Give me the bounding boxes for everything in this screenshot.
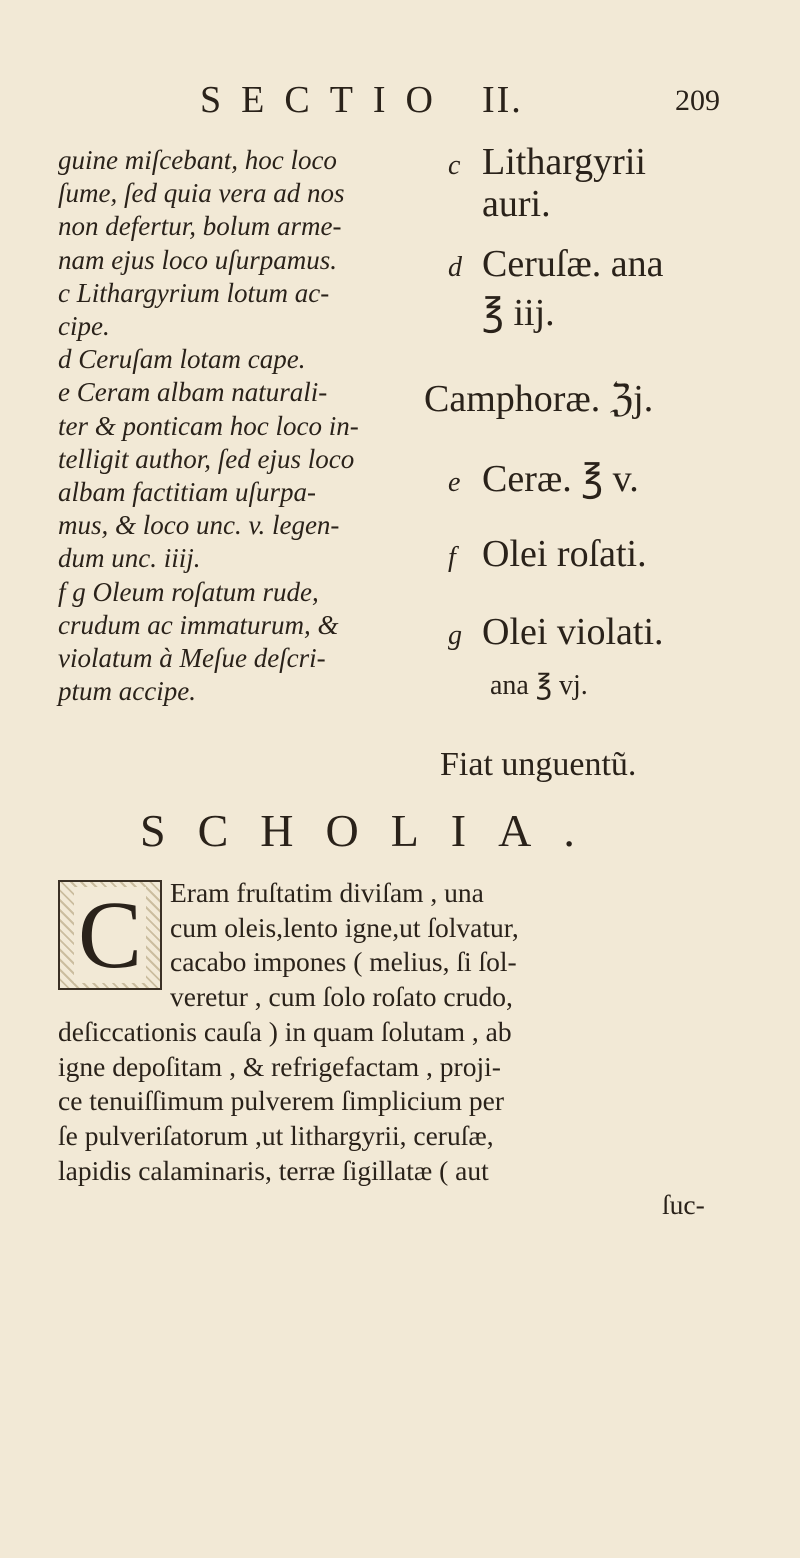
recipe-line [440,746,636,784]
scholia-line: ſe pulveriſatorum ,ut lithargyrii, ceruſæ, [58,1119,494,1151]
commentary-line: f g Oleum roſatum rude, [58,576,319,607]
recipe-line [448,182,551,226]
scholia-line: igne depoſitam , & refrigefactam , proji- [58,1050,501,1082]
scholia-line: deſiccationis cauſa ) in quam ſolutam , ab [58,1015,512,1047]
recipe-line [448,456,639,501]
recipe-mark: c [448,150,461,181]
recipe-text: Camphoræ. ℨj. [424,378,654,420]
recipe-mark: d [448,252,462,283]
recipe-line [448,140,646,184]
scholia-heading: SCHOLIA. [140,805,607,856]
recipe-line [448,610,664,654]
commentary-line: ſume, ſed quia vera ad nos [58,178,345,209]
commentary-line: crudum ac immaturum, & [58,609,339,640]
scholia-line: ſuc- [662,1189,705,1221]
page-number: 209 [675,84,720,117]
recipe-text: ana ℥ vj. [490,670,588,701]
scholia-line: cum oleis,lento igne,ut ſolvatur, [170,911,519,943]
commentary-line: guine miſcebant, hoc loco [58,145,337,175]
recipe-text: Ceruſæ. ana [482,243,664,285]
commentary-line: dum unc. iiij. [58,543,201,574]
recipe-text: Olei roſati. [482,533,647,575]
scholia-line: cacabo impones ( melius, ſi ſol- [170,946,517,978]
section-word: SECTIO [200,79,453,121]
commentary-line: ter & ponticam hoc loco in- [58,410,359,441]
commentary-column [58,144,430,708]
recipe-text: auri. [482,183,551,225]
recipe-mark: f [448,542,456,573]
decorated-initial [58,880,162,990]
commentary-line: non defertur, bolum arme- [58,211,342,242]
section-number: II. [482,79,523,121]
scholia-line: Eram fruſtatim diviſam , una [170,877,484,908]
recipe-line [490,668,588,702]
commentary-line: nam ejus loco uſurpamus. [58,244,337,275]
commentary-line: cipe. [58,311,110,342]
recipe-mark: e [448,467,461,498]
recipe-line [448,242,664,286]
recipe-text: ℥ iij. [482,292,555,334]
recipe-text: Lithargyrii [482,141,646,183]
commentary-line: albam factitiam uſurpa- [58,477,316,508]
commentary-line: violatum à Meſue deſcri- [58,643,326,674]
commentary-line: telligit author, ſed ejus loco [58,443,355,474]
commentary-line: ptum accipe. [58,676,196,707]
recipe-text: Ceræ. ℥ v. [482,458,639,500]
recipe-text: Fiat unguentũ. [440,746,637,783]
commentary-line: mus, & loco unc. v. legen- [58,510,340,541]
commentary-line: c Lithargyrium lotum ac- [58,277,330,308]
scholia-line: ce tenuiſſimum pulverem ſimplicium per [58,1085,505,1117]
commentary-line: e Ceram albam naturali- [58,377,328,408]
recipe-line [448,532,647,576]
initial-letter: C [74,887,146,983]
scholia-line: veretur , cum ſolo roſato crudo, [170,981,513,1013]
commentary-line: d Ceruſam lotam cape. [58,344,306,375]
running-header [200,78,720,128]
recipe-mark: g [448,620,462,651]
scholia-line: lapidis calaminaris, terræ ſigillatæ ( aut [58,1154,489,1186]
recipe-line [448,290,555,335]
recipe-line [424,376,653,421]
recipe-text: Olei violati. [482,611,664,653]
